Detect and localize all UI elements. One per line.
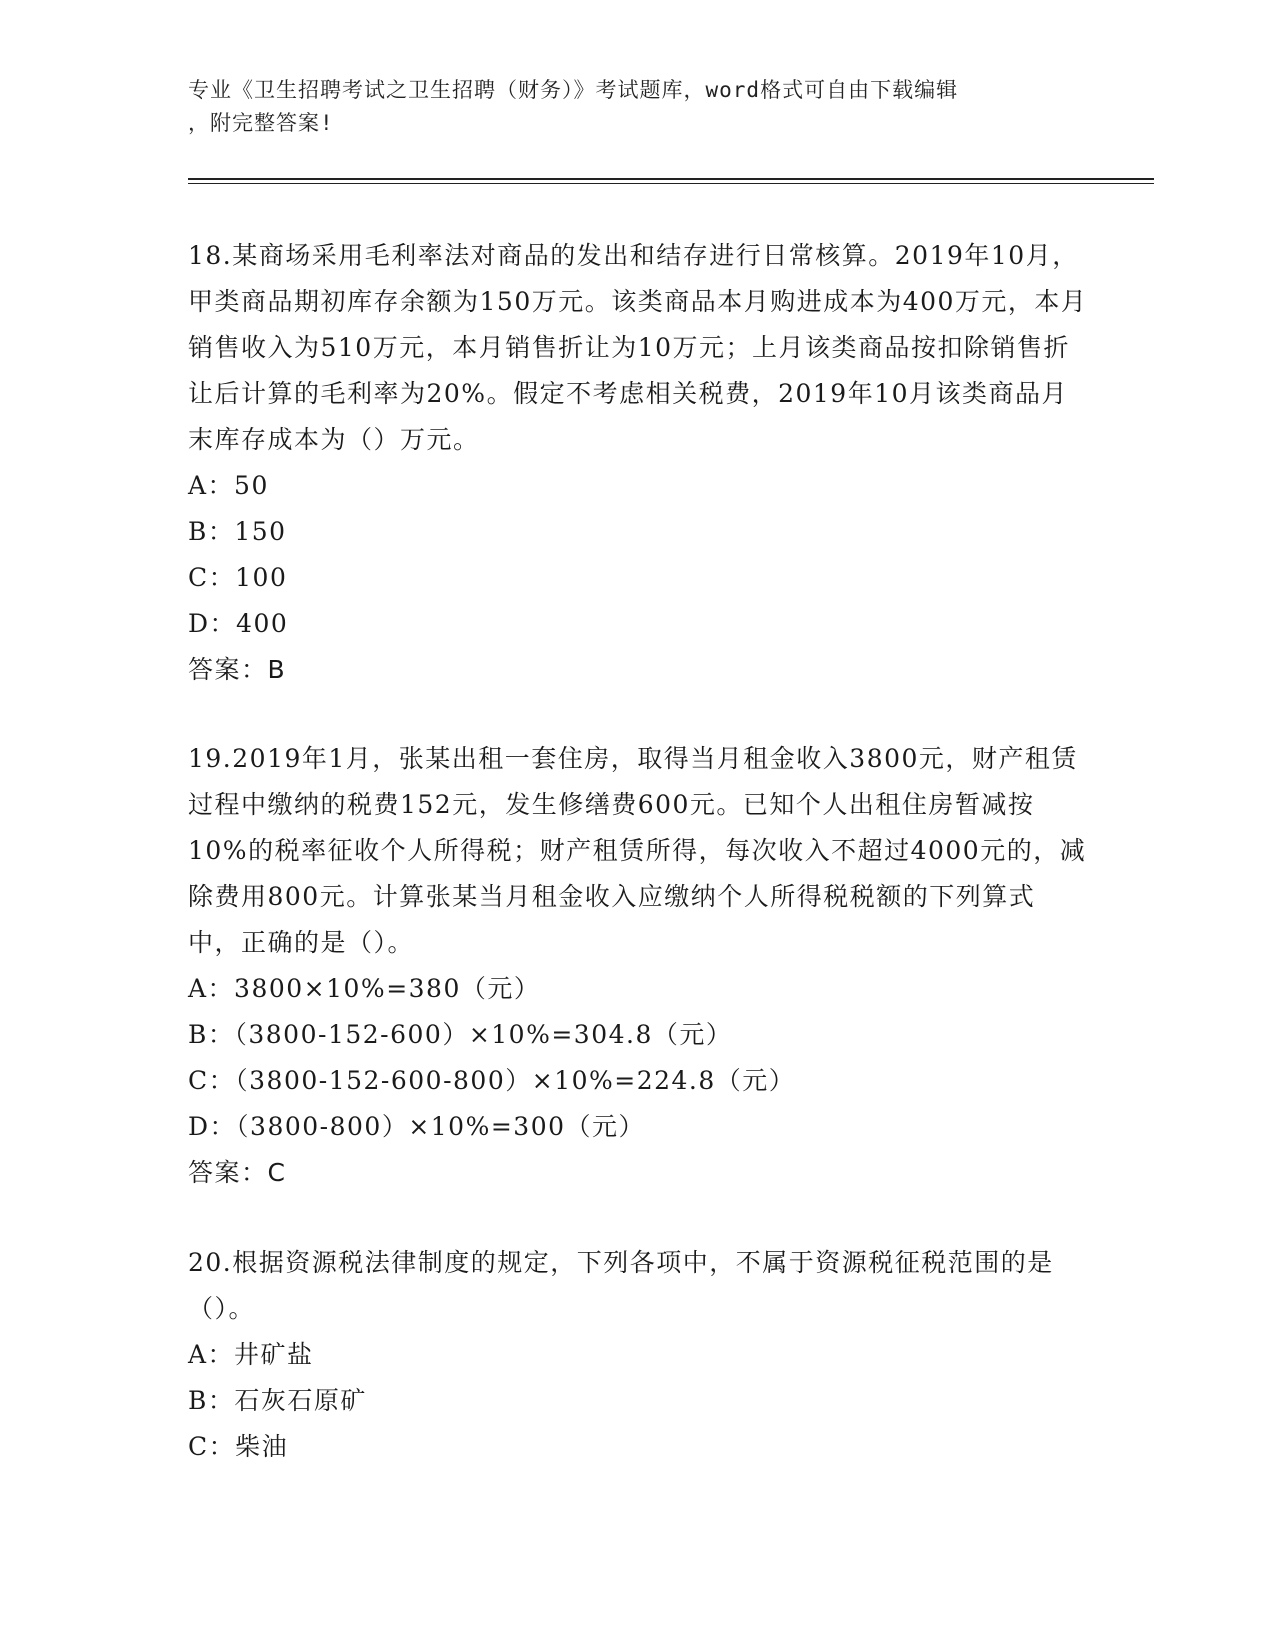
option-d: D：（3800-800）×10%=300（元） — [188, 1112, 646, 1141]
answer: 答案：C — [188, 1158, 287, 1187]
option-a: A：井矿盐 — [188, 1340, 314, 1369]
option-b: B：（3800-152-600）×10%=304.8（元） — [188, 1020, 733, 1049]
question-stem: 18.某商场采用毛利率法对商品的发出和结存进行日常核算。2019年10月，甲类商品期初库存余额为150万元。该类商品本月购进成本为400万元，本月销售收入为510万元，本月销售折让为10万元；上月该类商品按扣除销售折让后计算的毛利率为20%。假定不考虑相关税费，2019年10月该类商品月末库存成本为（）万元。 — [188, 241, 1088, 454]
option-c: C：100 — [188, 563, 288, 592]
question-20 — [188, 1240, 1088, 1470]
option-b: B：石灰石原矿 — [188, 1386, 367, 1415]
header-line-1: 专业《卫生招聘考试之卫生招聘（财务）》考试题库，word格式可自由下载编辑 — [188, 78, 959, 102]
header-divider — [188, 178, 1154, 180]
answer: 答案：B — [188, 655, 287, 684]
option-d: D：400 — [188, 609, 289, 638]
header-line-2: ，附完整答案! — [188, 111, 334, 135]
option-b: B：150 — [188, 517, 287, 546]
option-c: C：柴油 — [188, 1432, 289, 1461]
question-stem: 19.2019年1月，张某出租一套住房，取得当月租金收入3800元，财产租赁过程中缴纳的税费152元，发生修缮费600元。已知个人出租住房暂减按10%的税率征收个人所得税；财产租赁所得，每次收入不超过4000元的，减除费用800元。计算张某当月租金收入应缴纳个人所得税税额的下列算式中，正确的是（）。 — [188, 744, 1087, 957]
question-18 — [188, 233, 1088, 693]
header-divider-thin — [188, 183, 1154, 184]
option-c: C：（3800-152-600-800）×10%=224.8（元） — [188, 1066, 796, 1095]
option-a: A：50 — [188, 471, 269, 500]
document-header — [188, 74, 1088, 140]
question-stem: 20.根据资源税法律制度的规定，下列各项中，不属于资源税征税范围的是（）。 — [188, 1248, 1054, 1323]
question-19 — [188, 736, 1088, 1196]
option-a: A：3800×10%=380（元） — [188, 974, 541, 1003]
